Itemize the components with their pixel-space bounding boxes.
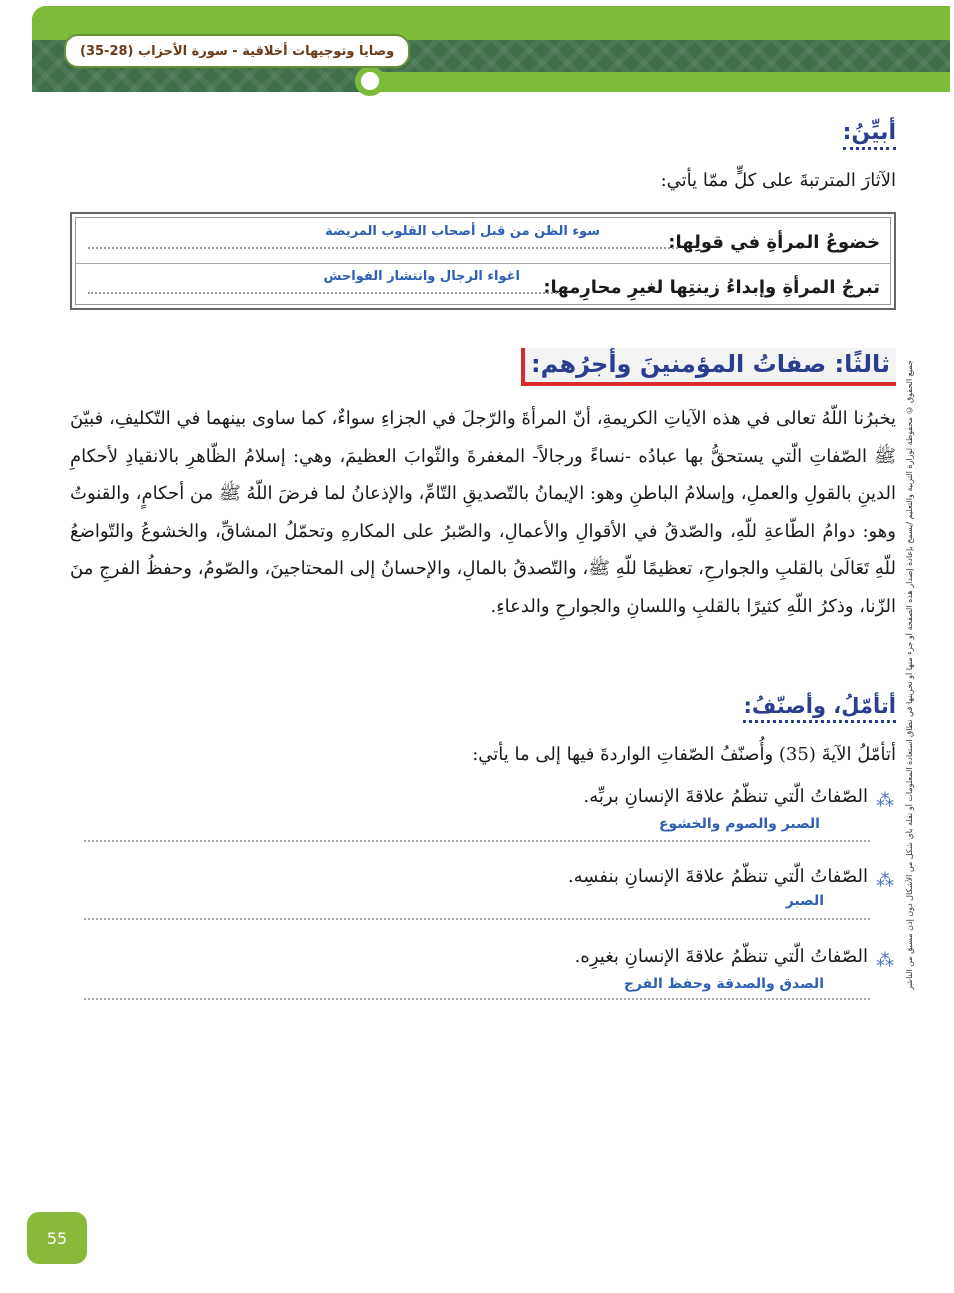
list-item: الصّفاتُ الّتي تنظّمُ علاقةَ الإنسانِ بربِّه. [583,786,868,807]
lesson-title: وصايا وتوجيهات أخلاقية - سورة الأحزاب (28-35) [64,34,410,68]
item-answer: الصبر [785,893,824,909]
row-answer: اغواء الرجال وانتشار الفواحش [323,269,520,284]
answer-line[interactable] [84,998,870,1000]
star-bullet-icon: ⁂ [876,790,894,811]
effects-table [70,212,896,310]
taammal-prompt: أتأمّلُ الآيةَ (35) وأُصنّفُ الصّفاتِ الواردةَ فيها إلى ما يأتي: [472,744,896,765]
answer-line[interactable] [88,247,678,249]
row-label: خضوعُ المرأةِ في قولِها: [668,232,880,253]
row-answer: سوء الظن من قبل أصحاب القلوب المريضة [325,224,600,239]
answer-line[interactable] [88,292,560,294]
copyright-notice: جميع الحقوق © محفوظة لوزارة التربية والتعليم /يسمح بإعادة إصدار هذه الصفحة أو جزء منها أو تخزينها في نطاق استعادة المعلومات أو نقله بأي شكل من الأشكال دون إذن مسبق من الناشر [905,360,914,990]
effects-table-inner [75,217,891,305]
taammal-heading: أتأمّلُ، وأصنّفُ: [743,694,896,723]
abayyen-prompt: الآثارَ المترتبةَ على كلٍّ ممّا يأتي: [660,170,896,191]
banner-hook-decoration [355,66,385,96]
table-row [76,263,890,308]
page-number: 55 [27,1212,87,1264]
list-item: الصّفاتُ الّتي تنظّمُ علاقةَ الإنسانِ بنفسِه. [567,866,868,887]
header-banner-strip [360,72,950,92]
list-item: الصّفاتُ الّتي تنظّمُ علاقةَ الإنسانِ بغيرِه. [574,946,868,967]
section-paragraph: يخبرُنا اللّهُ تعالى في هذه الآياتِ الكريمةِ، أنّ المرأةَ والرّجلَ في الجزاءِ سواءٌ، كما ساوى بينهما في التّكليفِ، فبيّنَ ﷺ الصّفاتِ الّتي يستحقُّ بها عبادُه -نساءً ورجالاً- المغفرةَ والثّوابَ العظيمَ، وهي: إسلامُ الظّاهرِ بالانقيادِ لأحكامِ الدينِ بالقولِ والعملِ، وإسلامُ الباطنِ وهو: الإيمانُ بالتّصديقِ التّامِّ، والإذعانُ لما فرضَ اللّهُ ﷺ من أحكامٍ، والقنوتُ وهو: دوامُ الطّاعةِ للّهِ، والصّدقُ في الأقوالِ والأعمالِ، والصّبرُ على المكارهِ وتحمّلُ المشاقِّ، والخشوعُ والتّواضعُ للّهِ تَعَالَىٰ بالقلبِ والجوارحِ، تعظيمًا للّهِ ﷺ، والتّصدقُ بالمالِ، والإحسانُ إلى المحتاجينَ، والصّومُ، وحفظُ الفرجِ منَ الزّنا، وذكرُ اللّهِ كثيرًا بالقلبِ واللسانِ والجوارحِ والدعاءِ. [70,408,896,617]
table-row [76,218,890,264]
item-answer: الصدق والصدقة وحفظ الفرج [623,976,824,992]
star-bullet-icon: ⁂ [876,950,894,971]
section-title: ثالثًا: صفاتُ المؤمنينَ وأجرُهم: [521,348,896,386]
row-label: تبرجُ المرأةِ وإبداءُ زينتِها لغيرِ محارِمها: [543,277,880,298]
answer-line[interactable] [84,918,870,920]
item-answer: الصبر والصوم والخشوع [658,816,820,832]
abayyen-heading: أبيِّنُ: [843,120,896,150]
answer-line[interactable] [84,840,870,842]
star-bullet-icon: ⁂ [876,870,894,891]
